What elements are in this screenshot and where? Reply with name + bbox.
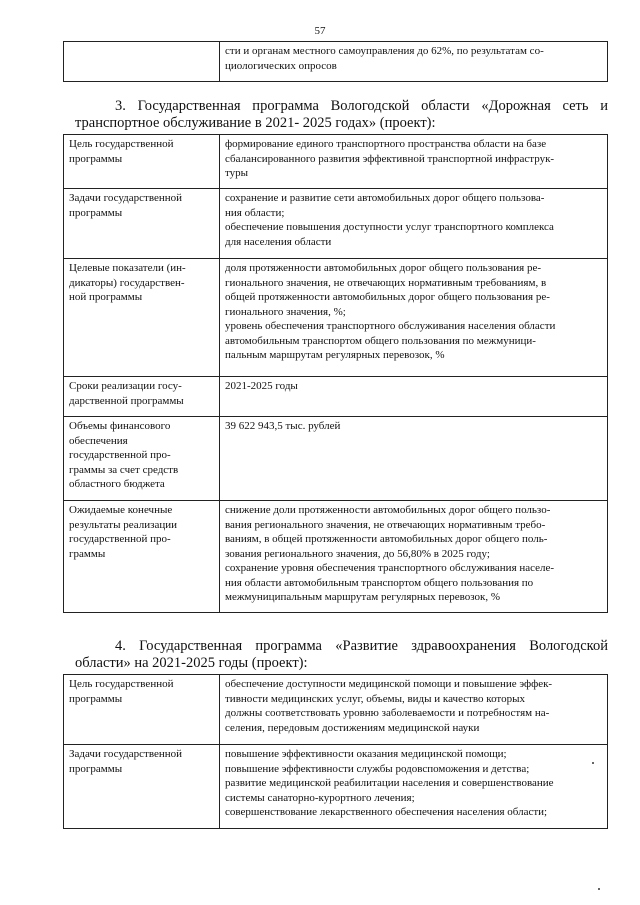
cell-line: результаты реализации [69, 518, 177, 531]
row-label [64, 259, 220, 377]
cell-line: ния области автомобильным транспортом общего пользования по [225, 576, 534, 589]
cell-line: сохранение уровня обеспечения транспортного обслуживания населе- [225, 562, 555, 574]
row-label [64, 417, 220, 501]
cell-line: селения, передовым достижениям медицинской науки [225, 721, 480, 734]
row-label [64, 745, 220, 829]
table-row [64, 417, 608, 501]
cell-line: 39 622 943,5 тыс. рублей [225, 420, 341, 432]
cell-line: Целевые показатели (ин- [69, 262, 186, 274]
cell-line: повышение эффективности службы родовспоможения и детства; [225, 762, 530, 775]
scan-mark [598, 888, 600, 890]
cell-line: Цель государственной [69, 138, 174, 150]
section-4-table [63, 674, 608, 829]
section-4-heading: 4. Государственная программа «Развитие здравоохранения Вологодской области» на 2021-2025 годы (проект): [75, 638, 608, 671]
row-label [64, 135, 220, 189]
row-value [220, 745, 608, 829]
row-value [220, 189, 608, 259]
cell-line: гионального значения, не отвечающих нормативным требованиям, в [225, 276, 547, 289]
section-3-table [63, 134, 608, 613]
cell-line: системы санаторно-курортного лечения; [225, 791, 415, 804]
cell-line: снижение доли протяженности автомобильных дорог общего пользо- [225, 504, 551, 516]
table-row [64, 501, 608, 613]
cell-line: сти и органам местного самоуправления до 62%, по результатам со- [225, 45, 544, 57]
table-row [64, 42, 608, 82]
cell-line: Задачи государственной [69, 748, 182, 760]
cell-line: гионального значения, %; [225, 305, 346, 318]
cell-line: межмуниципальным маршрутам регулярных перевозок, % [225, 591, 500, 603]
cell-line: сохранение и развитие сети автомобильных дорог общего пользова- [225, 192, 545, 204]
cell-line: сбалансированного развития эффективной транспортной инфраструк- [225, 152, 555, 165]
cell-line: пальным маршрутам регулярных перевозок, % [225, 349, 445, 361]
row-value [220, 675, 608, 745]
table-row [64, 135, 608, 189]
cell-line: доля протяженности автомобильных дорог общего пользования ре- [225, 262, 542, 274]
table-row [64, 259, 608, 377]
cell-line: ваниям, в общей протяженности автомобильных дорог общего поль- [225, 533, 548, 545]
row-value [220, 259, 608, 377]
cell-line: областного бюджета [69, 478, 165, 490]
cell-line: повышение эффективности оказания медицинской помощи; [225, 748, 507, 760]
row-value [220, 42, 608, 82]
cell-line: вания регионального значения, не отвечающих нормативным требо- [225, 518, 546, 531]
cell-line: граммы [69, 547, 106, 560]
row-label [64, 189, 220, 259]
cell-line: для населения области [225, 235, 332, 248]
cell-line: обеспечение повышения доступности услуг транспортного комплекса [225, 221, 554, 233]
cell-line: Объемы финансового [69, 420, 171, 432]
cell-line: туры [225, 167, 249, 179]
continuation-table [63, 41, 608, 82]
cell-line: общей протяженности автомобильных дорог общего пользования ре- [225, 291, 550, 303]
cell-line: развитие медицинской реабилитации населения и совершенствование [225, 777, 554, 789]
cell-line: граммы за счет средств [69, 463, 179, 476]
cell-line: Цель государственной [69, 678, 174, 690]
cell-line: программы [69, 206, 123, 219]
section-3-heading: 3. Государственная программа Вологодской области «Дорожная сеть и транспортное обслуживание в 2021- 2025 годах» (проект): [75, 98, 608, 131]
cell-line: дарственной программы [69, 394, 184, 407]
cell-line: тивности медицинских услуг, объемы, виды и качество которых [225, 692, 525, 705]
cell-line: автомобильным транспортом общего пользования по межмуници- [225, 334, 536, 347]
row-value [220, 135, 608, 189]
cell-line: обеспечения [69, 434, 128, 447]
cell-line: ния области; [225, 206, 285, 219]
cell-line: должны соответствовать уровню заболеваемости и потребностям на- [225, 707, 550, 719]
cell-line: совершенствование лекарственного обеспечения населения области; [225, 806, 548, 818]
page-number: 57 [314, 25, 326, 37]
table-row [64, 189, 608, 259]
cell-line: зования регионального значения, до 56,80% в 2025 году; [225, 547, 490, 560]
row-label [64, 501, 220, 613]
cell-line: Ожидаемые конечные [69, 504, 173, 516]
row-value [220, 377, 608, 417]
cell-line: формирование единого транспортного пространства области на базе [225, 138, 547, 150]
table-row [64, 745, 608, 829]
table-row [64, 377, 608, 417]
row-value [220, 417, 608, 501]
cell-line: государственной про- [69, 449, 171, 461]
cell-line: Задачи государственной [69, 192, 182, 204]
cell-line: циологических опросов [225, 59, 337, 72]
cell-line: дикаторы) государствен- [69, 276, 185, 289]
cell-line: ной программы [69, 291, 143, 303]
row-label [64, 675, 220, 745]
row-label [64, 377, 220, 417]
cell-line: обеспечение доступности медицинской помощи и повышение эффек- [225, 678, 553, 690]
cell-line: программы [69, 152, 123, 165]
cell-line: государственной про- [69, 533, 171, 545]
cell-line: программы [69, 762, 123, 775]
row-label [64, 42, 220, 82]
table-row [64, 675, 608, 745]
cell-line: программы [69, 692, 123, 705]
cell-line: Сроки реализации госу- [69, 380, 182, 392]
cell-line: уровень обеспечения транспортного обслуживания населения области [225, 320, 556, 332]
scan-mark [592, 762, 594, 764]
row-value [220, 501, 608, 613]
cell-line: 2021-2025 годы [225, 380, 298, 392]
